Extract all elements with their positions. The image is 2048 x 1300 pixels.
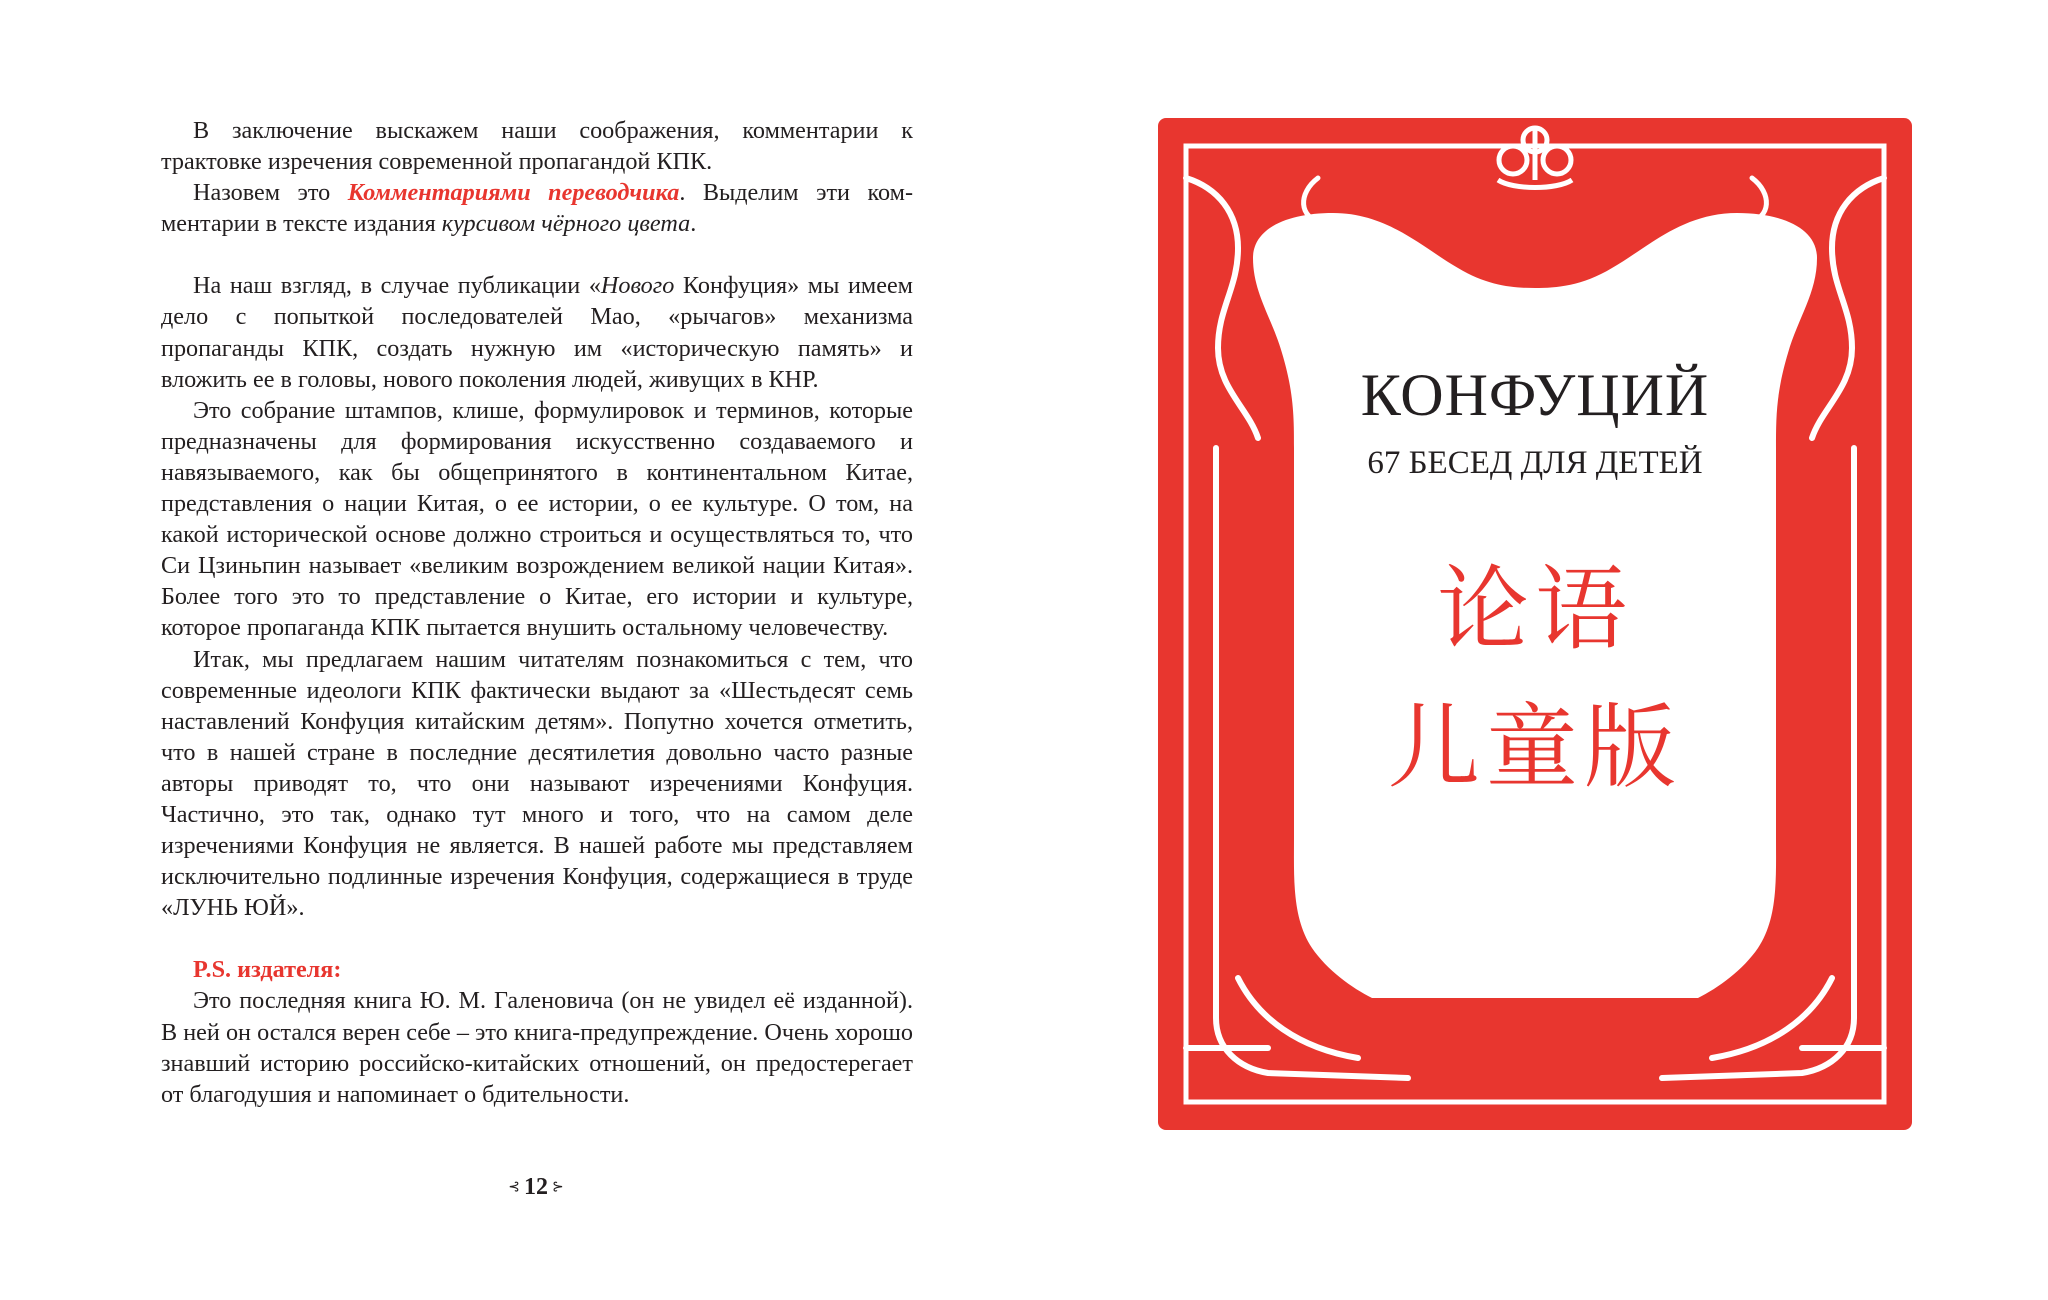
- paragraph-new-confucius: [161, 270, 913, 394]
- paragraph-gap: [161, 239, 913, 270]
- paragraph-3-start: На наш взгляд, в случае публикации «: [193, 272, 601, 300]
- paragraph-gap: [161, 923, 913, 954]
- cover-chinese-title-line1: 论语: [1436, 556, 1633, 663]
- paragraph-stamps: [161, 395, 913, 644]
- page-number-value: 12: [524, 1174, 548, 1200]
- paragraph-ps: [161, 985, 913, 1109]
- right-ornament-icon: ⊱: [552, 1180, 564, 1196]
- ps-heading: P.S. издателя:: [193, 956, 342, 984]
- page-number: [0, 1172, 1072, 1203]
- left-ornament-icon: ⊰: [508, 1180, 520, 1196]
- left-page-text: [161, 115, 913, 1110]
- cover-chinese-title-line2: 儿童版: [1387, 694, 1682, 801]
- paragraph-3-end: Конфуция» мы имеем дело с попыткой последователей Мао, «рычагов» механизма пропаганды КПК, создать нужную им «историческую память» и вложить ее в головы, нового поколения людей, живущих в КНР.: [161, 272, 913, 393]
- book-cover: [1158, 118, 1912, 1130]
- paragraph-2-middle: . Выделим эти комментарии в тексте издания: [161, 179, 913, 238]
- paragraph-5-text: Итак, мы предлагаем нашим читателям познакомиться с тем, что современные идеологи КПК фактически выдают за «Шестьдесят семь наставлений Конфуция китайским детям». Попутно хочется отметить, что в нашей стране в последние десятилетия довольно часто разные авторы приводят то, что они называют изречениями Конфуция. Частично, это так, однако тут много и того, что на самом деле изречениями Конфуция не является. В нашей работе мы представляем исключительно подлинные изречения Конфуция, содержащиеся в труде «ЛУНЬ ЮЙ».: [161, 645, 913, 922]
- paragraph-6-text: Это последняя книга Ю. М. Галеновича (он не увидел её изданной). В ней он остался верен себе – это книга-предупреждение. Очень хорошо знавший историю российско-китайских отношений, он предостерегает от благодушия и напоминает о бдительности.: [161, 987, 913, 1108]
- paragraph-4-text: Это собрание штампов, клише, формулировок и терминов, которые предназначены для формирования искусственно создаваемого и навязываемого, как бы общепринятого в континентальном Китае, представления о нации Китая, о ее истории, о ее культуре. О том, на какой исторической основе должно строиться и осуществляться то, что Си Цзиньпин называет «великим возрождением великой нации Китая». Более того это то представление о Китае, его истории и культуре, которое пропаганда КПК пытается внушить остальному человечеству.: [161, 396, 913, 642]
- paragraph-translator-comments: [161, 177, 913, 239]
- translator-comments-highlight: Комментариями переводчика: [347, 179, 680, 207]
- paragraph-3-italic: Нового: [600, 272, 675, 300]
- paragraph-2-end: .: [690, 210, 697, 238]
- paragraph-2-start: Назовем это: [193, 179, 348, 207]
- paragraph-intro-text: В заключение выскажем наши соображения, комментарии к трактовке изречения современной пропагандой КПК.: [161, 117, 913, 176]
- paragraph-2-italic: курсивом чёрного цвета: [441, 210, 691, 238]
- cover-title: КОНФУЦИЙ: [1360, 362, 1710, 428]
- paragraph-intro: [161, 115, 913, 177]
- paragraph-offer: [161, 644, 913, 924]
- cover-subtitle: 67 БЕСЕД ДЛЯ ДЕТЕЙ: [1367, 445, 1703, 481]
